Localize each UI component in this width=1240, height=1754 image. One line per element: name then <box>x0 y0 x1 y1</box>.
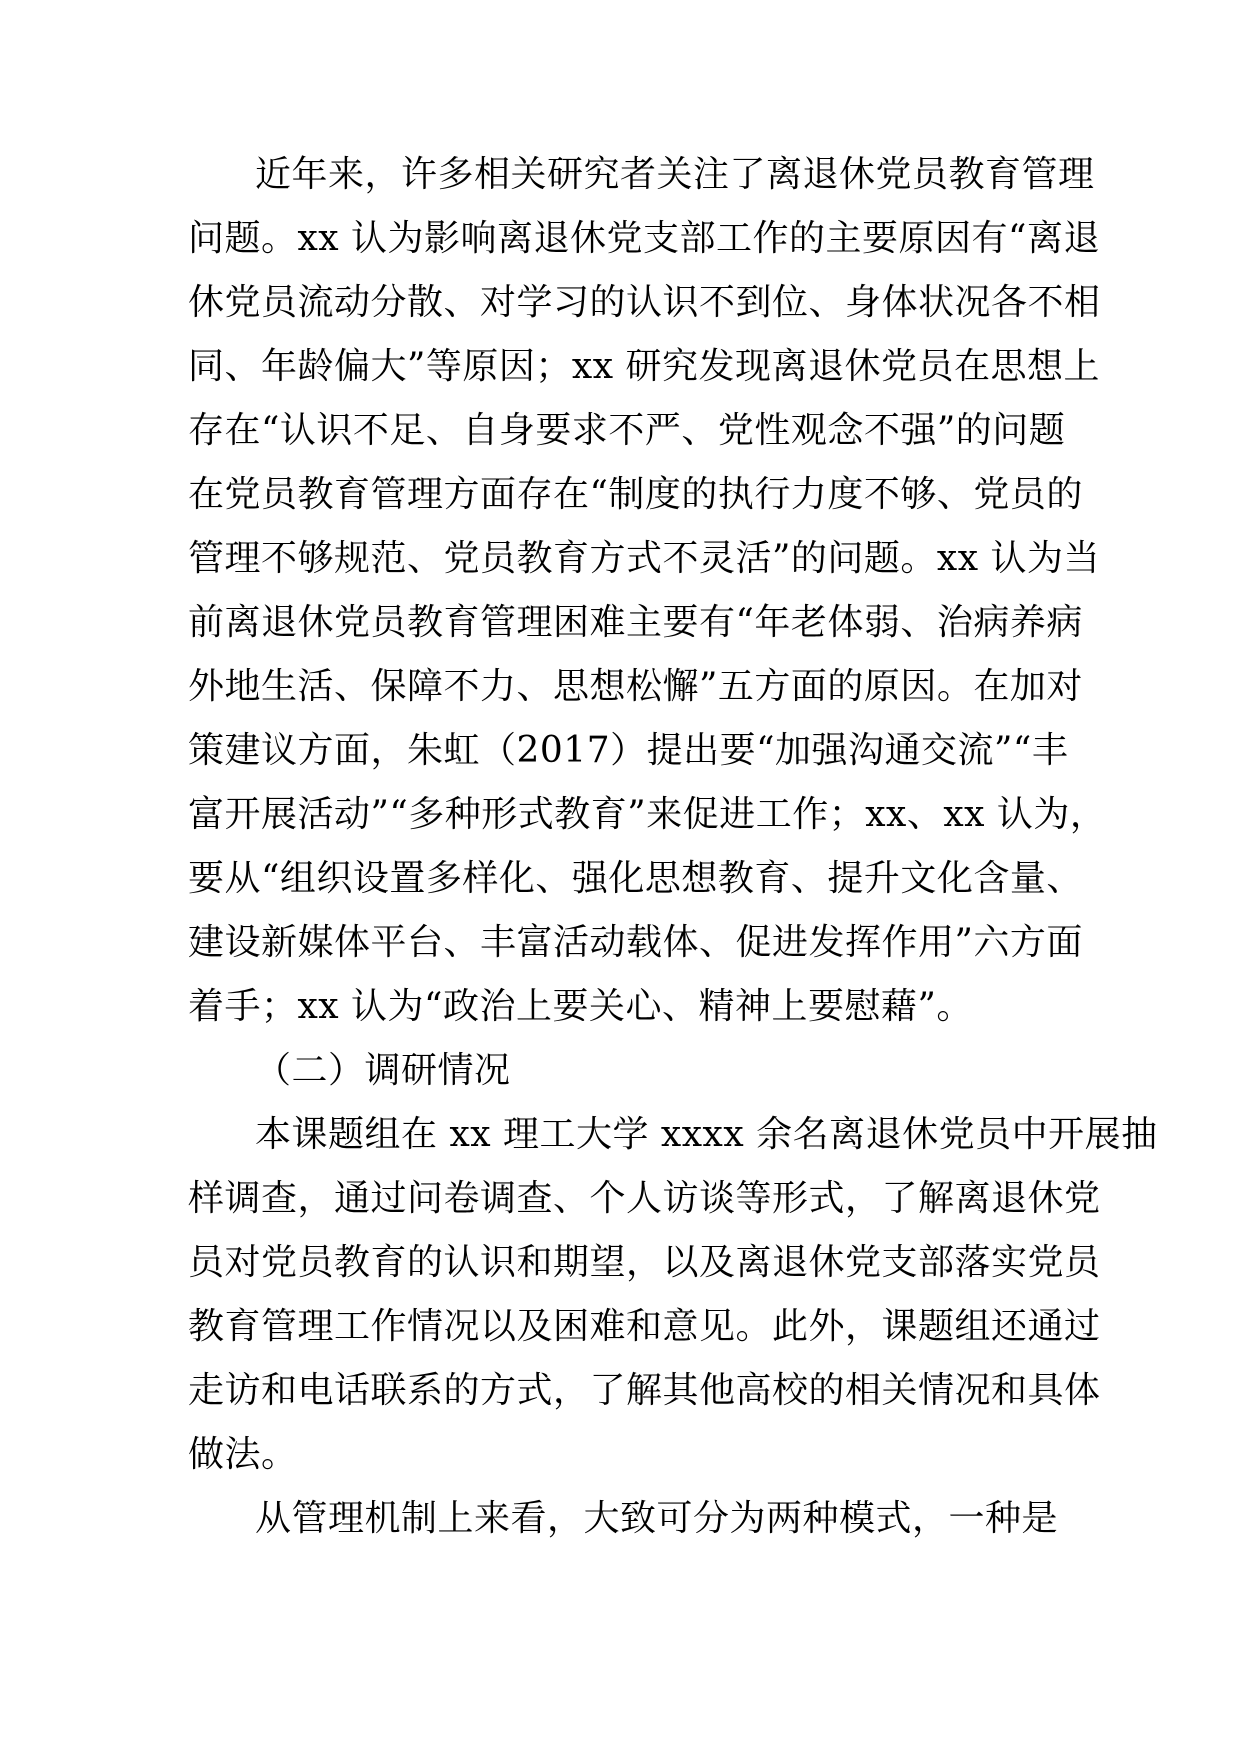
paragraph-1-line-6: 在党员教育管理方面存在“制度的执行力度不够、党员的 <box>188 474 1083 515</box>
paragraph-1-line-14: 着手；xx 认为“政治上要关心、精神上要慰藉”。 <box>188 986 973 1027</box>
paragraph-1-line-9: 外地生活、保障不力、思想松懈”五方面的原因。在加对 <box>188 666 1083 707</box>
paragraph-1-line-13: 建设新媒体平台、丰富活动载体、促进发挥作用”六方面 <box>188 922 1083 963</box>
paragraph-2-line-3: 员对党员教育的认识和期望，以及离退休党支部落实党员 <box>188 1242 1101 1283</box>
paragraph-2-line-6: 做法。 <box>188 1434 298 1475</box>
paragraph-1-line-11: 富开展活动”“多种形式教育”来促进工作；xx、xx 认为， <box>188 794 1107 835</box>
paragraph-3-line-1: 从管理机制上来看，大致可分为两种模式，一种是 <box>255 1498 1059 1539</box>
section-heading: （二）调研情况 <box>255 1050 511 1091</box>
paragraph-2-line-1: 本课题组在 xx 理工大学 xxxx 余名离退休党员中开展抽 <box>255 1114 1158 1155</box>
paragraph-1-line-2: 问题。xx 认为影响离退休党支部工作的主要原因有“离退 <box>188 218 1100 259</box>
paragraph-2-line-2: 样调查，通过问卷调查、个人访谈等形式，了解离退休党 <box>188 1178 1101 1219</box>
paragraph-2-line-5: 走访和电话联系的方式，了解其他高校的相关情况和具体 <box>188 1370 1101 1411</box>
paragraph-1-line-3: 休党员流动分散、对学习的认识不到位、身体状况各不相 <box>188 282 1101 323</box>
paragraph-1-line-10: 策建议方面，朱虹（2017）提出要“加强沟通交流”“丰 <box>188 730 1069 771</box>
paragraph-1-line-5: 存在“认识不足、自身要求不严、党性观念不强”的问题 <box>188 410 1066 451</box>
paragraph-1-line-12: 要从“组织设置多样化、强化思想教育、提升文化含量、 <box>188 858 1083 899</box>
paragraph-1-line-8: 前离退休党员教育管理困难主要有“年老体弱、治病养病 <box>188 602 1083 643</box>
paragraph-2-line-4: 教育管理工作情况以及困难和意见。此外，课题组还通过 <box>188 1306 1101 1347</box>
paragraph-1-line-1: 近年来，许多相关研究者关注了离退休党员教育管理 <box>255 154 1095 195</box>
paragraph-1-line-7: 管理不够规范、党员教育方式不灵活”的问题。xx 认为当 <box>188 538 1100 579</box>
paragraph-1-line-4: 同、年龄偏大”等原因；xx 研究发现离退休党员在思想上 <box>188 346 1100 387</box>
